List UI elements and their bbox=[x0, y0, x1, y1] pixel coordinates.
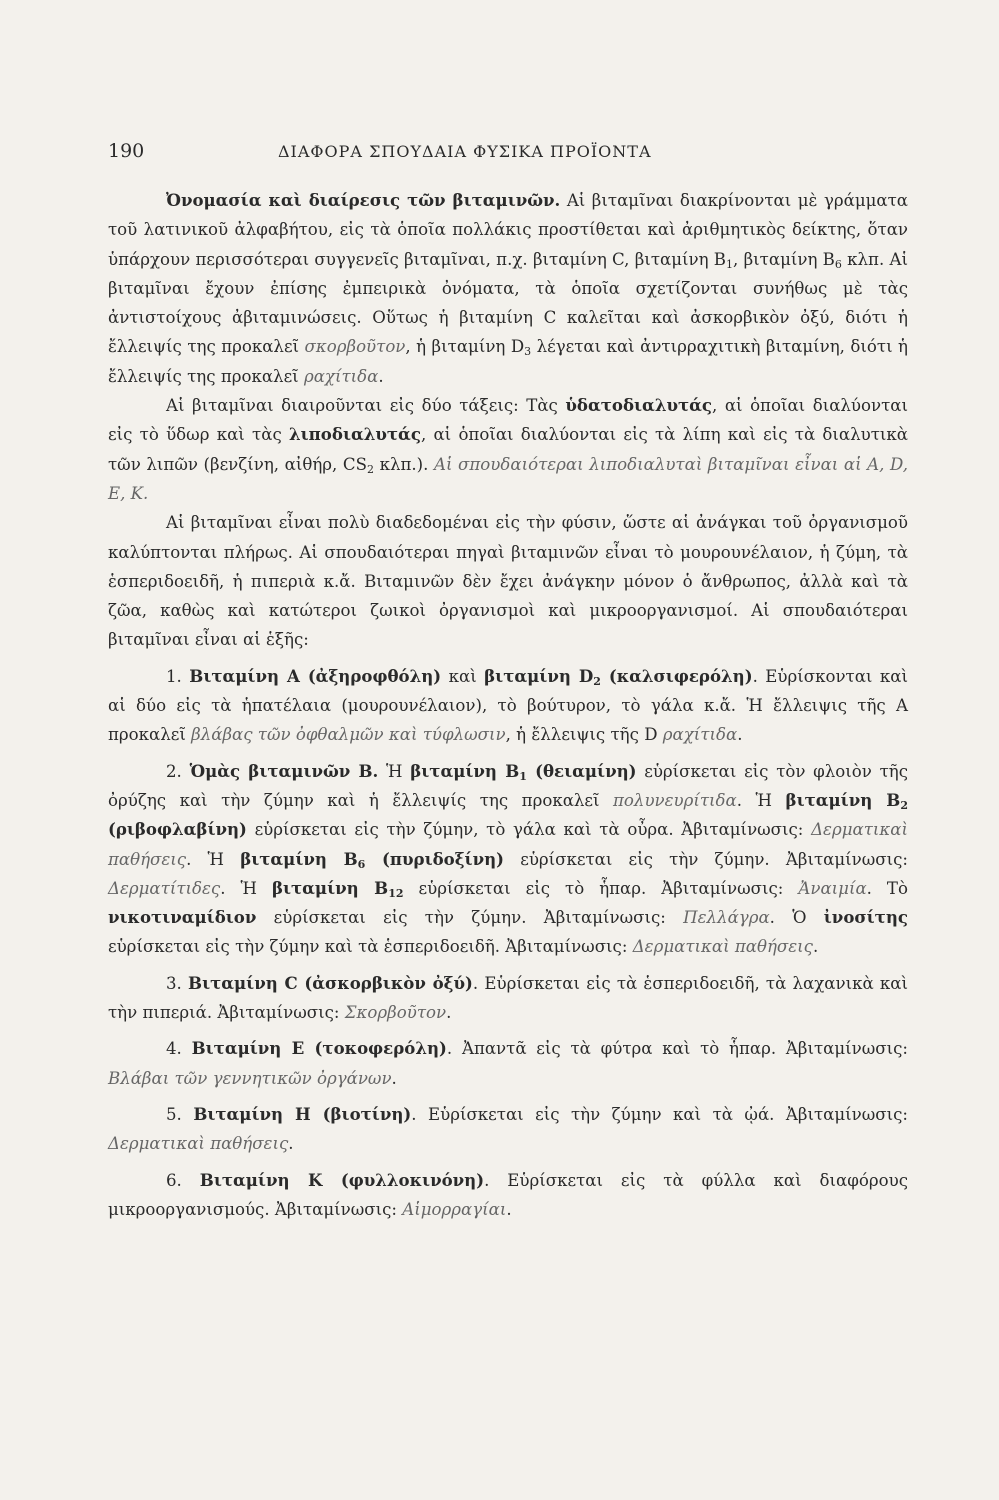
list-item-vitamin-a-d: 1. Βιταμίνη A (ἀξηροφθόλη) καὶ βιταμίνη $D_2$ (καλσιφερόλη). Εὑρίσκονται καὶ αἱ δύο εἰς τὰ ἡπατέλαια (μουρουνέλαιον), τὸ βούτυρον, τὸ γάλα κ.ἄ. Ἡ ἔλλειψις τῆς A προκαλεῖ βλάβας τῶν ὀφθαλμῶν καὶ τύφλωσιν, ἡ ἔλλειψις τῆς D ραχίτιδα. bbox=[108, 665, 908, 745]
paragraph-vitamin-classes: Αἱ βιταμῖναι διαιροῦνται εἰς δύο τάξεις: Τὰς ὑδατοδιαλυτάς, αἱ ὁποῖαι διαλύονται εἰς τὸ ὕδωρ καὶ τὰς λιποδιαλυτάς, αἱ ὁποῖαι διαλύονται εἰς τὰ λίπη καὶ εἰς τὰ διαλυτικὰ τῶν λιπῶν (βενζίνη, αἰθήρ, $CS_2$ κλπ.). Αἱ σπουδαιότεραι λιποδιαλυταὶ βιταμῖναι εἶναι αἱ A, D, E, K. bbox=[108, 395, 908, 503]
paragraph-vitamin-sources: Αἱ βιταμῖναι εἶναι πολὺ διαδεδομέναι εἰς τὴν φύσιν, ὥστε αἱ ἀνάγκαι τοῦ ὀργανισμοῦ καλύπτονται πλήρως. Αἱ σπουδαιότεραι πηγαὶ βιταμινῶν εἶναι τὸ μουρουνέλαιον, ἡ ζύμη, τὰ ἑσπεριδοειδῆ, ἡ πιπεριὰ κ.ἄ. Βιταμινῶν δὲν ἔχει ἀνάγκην μόνον ὁ ἄνθρωπος, ἀλλὰ καὶ τὰ ζῶα, καθὼς καὶ κατώτεροι ζωικοὶ ὀργανισμοὶ καὶ μικροοργανισμοί. Αἱ σπουδαιότεραι βιταμῖναι εἶναι αἱ ἑξῆς: bbox=[108, 513, 908, 650]
list-item-vitamin-b-group: 2. Ὁμὰς βιταμινῶν B. Ἡ βιταμίνη $B_1$ (θειαμίνη) εὑρίσκεται εἰς τὸν φλοιὸν τῆς ὀρύζης καὶ τὴν ζύμην καὶ ἡ ἔλλειψίς της προκαλεῖ πολυνευρίτιδα. Ἡ βιταμίνη $B_2$ (ριβοφλαβίνη) εὑρίσκεται εἰς τὴν ζύμην, τὸ γάλα καὶ τὰ οὖρα. Ἀβιταμίνωσις: Δερματικαὶ παθήσεις. Ἡ βιταμίνη $B_6$ (πυριδοξίνη) εὑρίσκεται εἰς τὴν ζύμην. Ἀβιταμίνωσις: Δερματίτιδες. Ἡ βιταμίνη $B_{12}$ εὑρίσκεται εἰς τὸ ἧπαρ. Ἀβιταμίνωσις: Ἀναιμία. Τὸ νικοτιναμίδιον εὑρίσκεται εἰς τὴν ζύμην. Ἀβιταμίνωσις: Πελλάγρα. Ὁ ἰνοσίτης εὑρίσκεται εἰς τὴν ζύμην καὶ τὰ ἑσπεριδοειδῆ. Ἀβιταμίνωσις: Δερματικαὶ παθήσεις. bbox=[108, 760, 909, 957]
running-title: ΔΙΑΦΟΡΑ ΣΠΟΥΔΑΙΑ ΦΥΣΙΚΑ ΠΡΟΪΟΝΤΑ bbox=[278, 142, 652, 161]
page-header bbox=[108, 140, 908, 168]
list-item-vitamin-h: 5. Βιταμίνη H (βιοτίνη). Εὑρίσκεται εἰς τὴν ζύμην καὶ τὰ ᾠά. Ἀβιταμίνωσις: Δερματικαὶ παθήσεις. bbox=[108, 1103, 908, 1154]
section-heading: Ὀνομασία καὶ διαίρεσις τῶν βιταμινῶν. bbox=[166, 190, 561, 210]
list-item-vitamin-k: 6. Βιταμίνη K (φυλλοκινόνη). Εὑρίσκεται εἰς τὰ φύλλα καὶ διαφόρους μικροοργανισμούς. Ἀβιταμίνωσις: Αἱμορραγίαι. bbox=[108, 1169, 908, 1219]
list-item-vitamin-e: 4. Βιταμίνη E (τοκοφερόλη). Ἀπαντᾶ εἰς τὰ φύτρα καὶ τὸ ἧπαρ. Ἀβιταμίνωσις: Βλάβαι τῶν γεννητικῶν ὀργάνων. bbox=[108, 1038, 908, 1088]
paragraph-vitamin-naming: Ὀνομασία καὶ διαίρεσις τῶν βιταμινῶν. Αἱ βιταμῖναι διακρίνονται μὲ γράμματα τοῦ λατινικοῦ ἀλφαβήτου, εἰς τὰ ὁποῖα πολλάκις προστίθεται καὶ ἀριθμητικὸς δείκτης, ὅταν ὑπάρχουν περισσότεραι συγγενεῖς βιταμῖναι, π.χ. βιταμίνη C, βιταμίνη $B_1$, βιταμίνη $B_6$ κλπ. Αἱ βιταμῖναι ἔχουν ἐπίσης ἐμπειρικὰ ὀνόματα, τὰ ὁποῖα σχετίζονται συνήθως μὲ τὰς ἀντιστοίχους ἀβιταμινώσεις. Οὕτως ἡ βιταμίνη C καλεῖται καὶ ἀσκορβικὸν ὀξύ, διότι ἡ ἔλλειψίς της προκαλεῖ σκορβοῦτον, ἡ βιταμίνη $D_3$ λέγεται καὶ ἀντιρραχιτικὴ βιταμίνη, διότι ἡ ἔλλειψίς της προκαλεῖ ραχίτιδα. bbox=[108, 190, 909, 386]
body-text bbox=[108, 186, 908, 1224]
page-number: 190 bbox=[108, 140, 145, 162]
list-item-vitamin-c: 3. Βιταμίνη C (ἀσκορβικὸν ὀξύ). Εὑρίσκεται εἰς τὰ ἑσπεριδοειδῆ, τὰ λαχανικὰ καὶ τὴν πιπεριά. Ἀβιταμίνωσις: Σκορβοῦτον. bbox=[108, 972, 908, 1023]
